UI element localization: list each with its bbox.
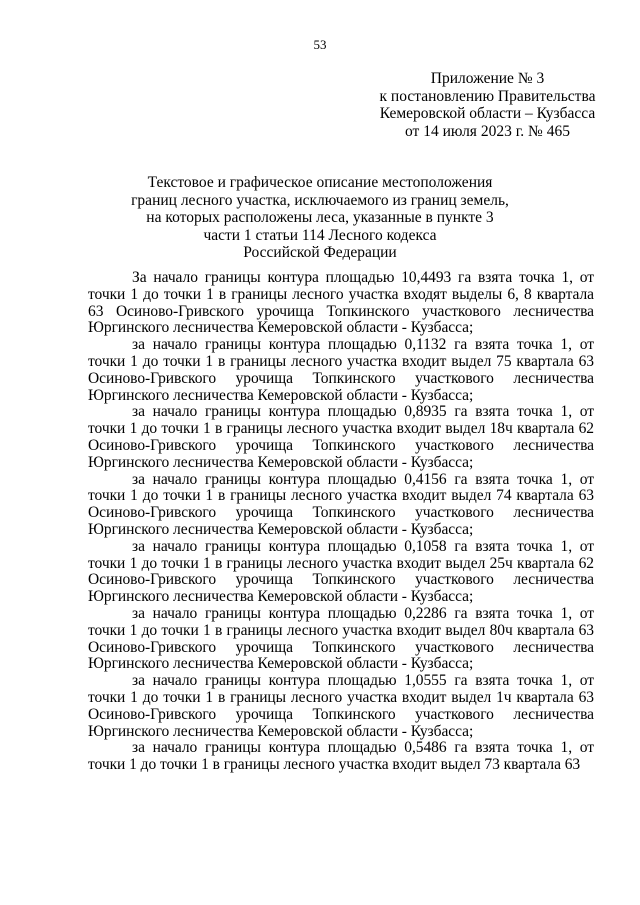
body-paragraph: за начало границы контура площадью 1,0555 га взята точка 1, от точки 1 до точки 1 в границы лесного участка входит выдел 1ч квартала 63 Осиново-Гривского урочища Топкинского участкового лесничества Юргинского лесничества Кемеровской области - Кузбасса; [88, 672, 594, 740]
title-line: части 1 статьи 114 Лесного кодекса [203, 226, 437, 244]
document-title [0, 174, 640, 262]
appendix-line: к постановлению Правительства [379, 87, 596, 105]
title-line: Российской Федерации [243, 244, 397, 261]
title-line: Текстовое и графическое описание местоположения [147, 174, 493, 191]
page-number: 53 [313, 37, 327, 52]
document-body [88, 270, 594, 774]
appendix-header [365, 70, 610, 140]
body-paragraph: за начало границы контура площадью 0,1058 га взята точка 1, от точки 1 до точки 1 в границы лесного участка входит выдел 25ч квартала 62 Осиново-Гривского урочища Топкинского участкового лесничества Юргинского лесничества Кемеровской области - Кузбасса; [88, 537, 594, 606]
appendix-line: Кемеровской области – Кузбасса [379, 105, 596, 122]
title-line: на которых расположены леса, указанные в пункте 3 [146, 209, 494, 226]
appendix-line: Приложение № 3 [430, 70, 545, 87]
body-paragraph: за начало границы контура площадью 0,5486 га взята точка 1, от точки 1 до точки 1 в границы лесного участка входит выдел 73 квартала 63 [88, 739, 594, 774]
body-paragraph: за начало границы контура площадью 0,4156 га взята точка 1, от точки 1 до точки 1 в границы лесного участка входит выдел 74 квартала 63 Осиново-Гривского урочища Топкинского участкового лесничества Юргинского лесничества Кемеровской области - Кузбасса; [88, 470, 594, 538]
body-paragraph: за начало границы контура площадью 0,1132 га взята точка 1, от точки 1 до точки 1 в границы лесного участка входит выдел 75 квартала 63 Осиново-Гривского урочища Топкинского участкового лесничества Юргинского лесничества Кемеровской области - Кузбасса; [88, 336, 594, 404]
body-paragraph: за начало границы контура площадью 0,8935 га взята точка 1, от точки 1 до точки 1 в границы лесного участка входит выдел 18ч квартала 62 Осиново-Гривского урочища Топкинского участкового лесничества Юргинского лесничества Кемеровской области - Кузбасса; [88, 403, 594, 471]
body-paragraph: за начало границы контура площадью 0,2286 га взята точка 1, от точки 1 до точки 1 в границы лесного участка входит выдел 80ч квартала 63 Осиново-Гривского урочища Топкинского участкового лесничества Юргинского лесничества Кемеровской области - Кузбасса; [88, 604, 594, 673]
title-line: границ лесного участка, исключаемого из границ земель, [131, 191, 509, 209]
body-paragraph: За начало границы контура площадью 10,4493 га взята точка 1, от точки 1 до точки 1 в границы лесного участка входят выделы 6, 8 квартала 63 Осиново-Гривского урочища Топкинского участкового лесничества Юргинского лесничества Кемеровской области - Кузбасса; [88, 269, 594, 337]
appendix-line: от 14 июля 2023 г. № 465 [405, 122, 570, 140]
